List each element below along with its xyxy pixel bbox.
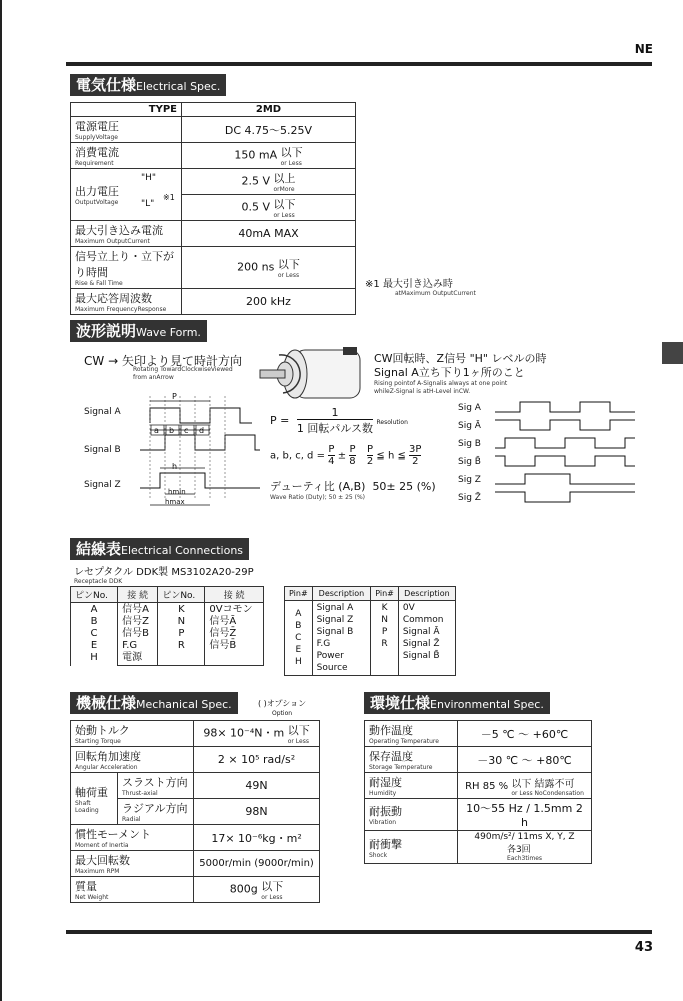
spec-sublabel: スラスト方向 Thrust-axial [118,773,194,799]
section-title-jp: 結線表 [76,540,122,558]
spec-value: 98N [194,799,320,825]
spec-label: 耐衝撃 Shock [365,831,458,864]
spec-value: 10〜55 Hz / 1.5mm 2 h [458,799,592,831]
sig-waveforms [495,400,640,510]
sig-label: Sig Ā [458,421,481,431]
spec-label: 動作温度 Operating Temperature [365,721,458,747]
mechanical-table [70,720,320,903]
spec-value: 150 mA 以下 or Less [182,143,356,169]
section-title-en: Environmental Spec. [430,698,544,711]
spec-label: 軸荷重 Shaft Loading [71,773,118,825]
environmental-table [364,720,592,864]
d-label: d [199,426,205,435]
spec-label: 電源電圧 SupplyVoltage [71,117,182,143]
page-number: 43 [634,940,653,955]
spec-value: 200 kHz [182,289,356,315]
a-label: a [154,426,159,435]
cw-description: CW → 矢印より見て時計方向 [84,354,242,368]
cw-description-en: Rotating TowardClockwiseViewed from anArrow [133,366,233,381]
connections-table-jp: ピンNo. 接 続 ピンNo. 接 続 A B C E H 信号A 信号Z 信号B F.G 電源 K N P R 0Vコモン 信号Ā 信号Z̄ 信号B̄ [70,586,264,666]
electrical-table [70,102,356,315]
section-title-jp: 波形説明 [76,322,137,340]
sig-label: Sig B̄ [458,457,481,467]
formula-p: P = 1 1 回転パルス数 Resolution [270,406,408,435]
spec-label: 始動トルク Starting Torque [71,721,194,747]
sig-label: Sig Z̄ [458,493,481,503]
spec-value: 200 ns 以下 or Less [182,247,356,289]
spec-label: 最大引き込み電流 Maximum OutputCurrent [71,221,182,247]
section-title-environmental [364,692,550,714]
section-title-mechanical [70,692,238,714]
section-title-jp: 電気仕様 [76,76,137,94]
sig-label: Sig A [458,403,481,413]
spec-label: 耐振動 Vibration [365,799,458,831]
spec-value: 49N [194,773,320,799]
spec-value: 40mA MAX [182,221,356,247]
spec-label: 保存温度 Storage Temperature [365,747,458,773]
spec-value: 2 × 10⁵ rad/s² [194,747,320,773]
signal-z-label: Signal Z [84,480,121,490]
z-signal-description-en: Rising pointof A-Signalis always at one point whileZ-Signal is atH-Level inCW. [374,380,508,395]
b-label: b [169,426,175,435]
hmax-label: hmax [165,498,185,506]
spec-value: RH 85 % 以下 結露不可 or Less NoCondensation [458,773,592,799]
section-title-en: Mechanical Spec. [136,698,232,711]
duty-ratio: デューティ比 (A,B) 50± 25 (%) Wave Ratio (Duty); 50 ± 25 (%) [270,480,436,501]
table-row: A B C E H Signal A Signal Z Signal B F.G Power Source K N P R 0V Common Signal Ā Signal Z̄ Signal B̄ [285,601,456,676]
model-code: NE [634,42,653,56]
spec-label: 最大応答周波数 Maximum FrequencyResponse [71,289,182,315]
spec-value: 5000r/min (9000r/min) [194,851,320,877]
spec-label: 信号立上り・立下がり時間 Rise & Fall Time [71,247,182,289]
c-label: c [184,426,189,435]
spec-label: 出力電圧 OutputVoltage "H" "L" ※1 [71,169,182,221]
spec-label: 回転角加速度 Angular Acceleration [71,747,194,773]
section-title-connections [70,538,249,560]
type-value: 2MD [182,103,356,117]
spec-value: 17× 10⁻⁶kg・m² [194,825,320,851]
footer-rule [66,930,652,934]
section-title-jp: 環境仕様 [370,694,431,712]
type-label: TYPE [71,103,182,117]
signal-a-label: Signal A [84,407,121,417]
spec-label: 慣性モーメント Moment of Inertia [71,825,194,851]
formula-abcd: a, b, c, d = $\frac{P}{4}$ ± $\frac{P}{8}$ $\frac{P}{2}$ ≦ h ≦ $\frac{3P}{2}$ [270,444,422,467]
left-border [0,0,2,1001]
section-title-wave [70,320,207,342]
spec-label: 最大回転数 Maximum RPM [71,851,194,877]
z-signal-description: CW回転時、Z信号 "H" レベルの時 Signal A立ち下り1ヶ所のこと [374,352,547,379]
spec-value: DC 4.75〜5.25V [182,117,356,143]
table-row: A B C E H 信号A 信号Z 信号B F.G 電源 K N P R 0Vコモン 信号Ā 信号Z̄ 信号B̄ [71,603,264,666]
signal-b-label: Signal B [84,445,121,455]
spec-label: 質量 Net Weight [71,877,194,903]
hmin-label: hmin [168,488,186,496]
spec-value: －30 ℃ 〜 +80℃ [458,747,592,773]
connections-table-en: Pin# Description Pin# Description A B C E H Signal A Signal Z Signal B F.G Power Source K N P R 0V Common Signal Ā Signal Z̄ Signal B̄ [284,586,456,676]
spec-value: 490m/s²/ 11ms X, Y, Z 各3回 Each3times [458,831,592,864]
spec-label: 消費電流 Requirement [71,143,182,169]
side-tab [662,342,683,364]
section-title-electrical [70,74,226,96]
section-title-jp: 機械仕様 [76,694,137,712]
spec-sublabel: ラジアル方向 Radial [118,799,194,825]
sig-label: Sig B [458,439,481,449]
electrical-footnote: ※1 最大引き込み時 atMaximum OutputCurrent [365,279,476,297]
spec-value: －5 ℃ 〜 +60℃ [458,721,592,747]
spec-value: 2.5 V 以上 orMore [182,169,356,195]
header-rule [66,62,652,66]
spec-value: 98× 10⁻⁴N・m 以下 or Less [194,721,320,747]
section-title-en: Electrical Connections [121,544,244,557]
h-label: h [172,462,178,471]
p-label: P [172,392,177,401]
section-title-en: Wave Form. [136,326,201,339]
spec-label: 耐湿度 Humidity [365,773,458,799]
spec-value: 0.5 V 以下 or Less [182,195,356,221]
section-title-en: Electrical Spec. [136,80,221,93]
option-note: ( )オプション Option [258,699,307,717]
spec-value: 800g 以下 or Less [194,877,320,903]
receptacle: レセプタクル DDK製 MS3102A20-29P Receptacle DDK [74,567,254,585]
sig-label: Sig Z [458,475,481,485]
